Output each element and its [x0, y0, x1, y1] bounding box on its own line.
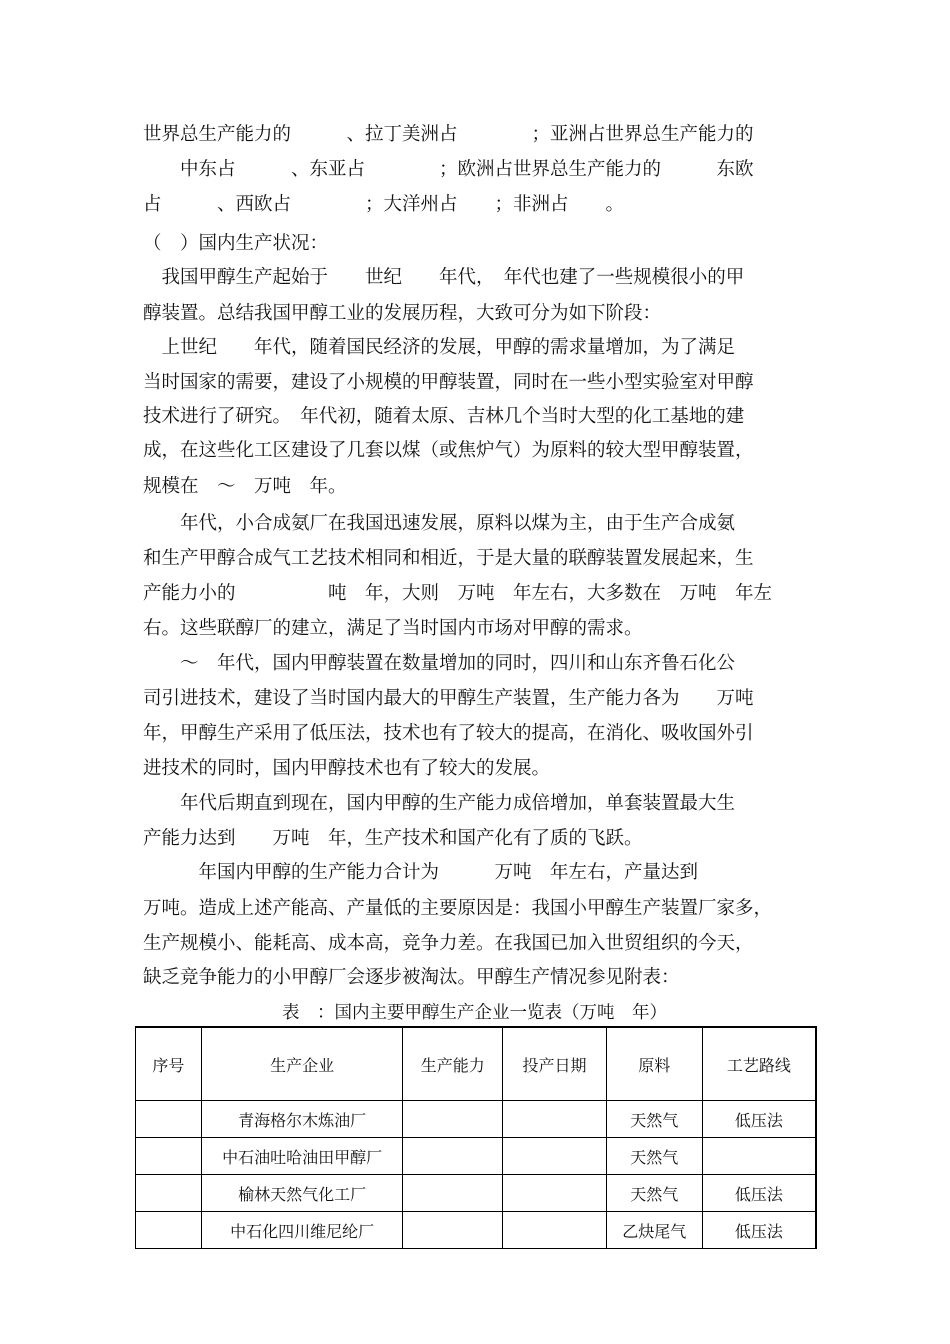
header-cell: 原料 — [606, 1027, 702, 1101]
table-cell: 天然气 — [606, 1175, 702, 1212]
paragraph-line: 规模在 ～ 万吨 年。 — [143, 476, 347, 497]
paragraph-line: 年代，小合成氨厂在我国迅速发展，原料以煤为主，由于生产合成氨 — [143, 513, 736, 534]
table-cell: 低压法 — [702, 1175, 816, 1212]
table-cell: 天然气 — [606, 1138, 702, 1175]
table-cell — [403, 1138, 503, 1175]
table-cell: 乙炔尾气 — [606, 1212, 702, 1249]
table-cell — [403, 1101, 503, 1138]
paragraph-line: 占 、西欧占 ；大洋州占 ；非洲占 。 — [143, 194, 625, 215]
table-caption: 表 ：国内主要甲醇生产企业一览表（万吨 年） — [282, 1003, 667, 1023]
paragraph-line: 进技术的同时，国内甲醇技术也有了较大的发展。 — [143, 758, 551, 779]
paragraph-line: 上世纪 年代，随着国民经济的发展，甲醇的需求量增加，为了满足 — [143, 337, 736, 358]
table-cell — [136, 1101, 202, 1138]
table-row — [136, 1212, 817, 1249]
section-heading: （ ）国内生产状况： — [143, 233, 329, 254]
table-cell: 低压法 — [702, 1101, 816, 1138]
paragraph-line: 醇装置。总结我国甲醇工业的发展历程，大致可分为如下阶段： — [143, 303, 662, 324]
table-cell: 天然气 — [606, 1101, 702, 1138]
paragraph-line: 右。这些联醇厂的建立，满足了当时国内市场对甲醇的需求。 — [143, 618, 643, 639]
table-cell: 中石油吐哈油田甲醇厂 — [201, 1138, 403, 1175]
paragraph-line: 年代后期直到现在，国内甲醇的生产能力成倍增加，单套装置最大生 — [143, 793, 736, 814]
table-cell — [403, 1212, 503, 1249]
header-cell: 序号 — [136, 1027, 202, 1101]
paragraph-line: 万吨。造成上述产能高、产量低的主要原因是：我国小甲醇生产装置厂家多， — [143, 898, 773, 919]
producer-table — [135, 1026, 817, 1249]
table-cell — [136, 1212, 202, 1249]
paragraph-line: 我国甲醇生产起始于 世纪 年代， 年代也建了一些规模很小的甲 — [143, 267, 745, 288]
table-cell — [503, 1212, 607, 1249]
paragraph-line: 世界总生产能力的 、拉丁美洲占 ；亚洲占世界总生产能力的 — [143, 124, 754, 145]
table-cell — [136, 1138, 202, 1175]
table-cell — [503, 1175, 607, 1212]
table-row — [136, 1101, 817, 1138]
table-row — [136, 1138, 817, 1175]
paragraph-line: 生产规模小、能耗高、成本高，竞争力差。在我国已加入世贸组织的今天， — [143, 933, 754, 954]
paragraph-line: 年国内甲醇的生产能力合计为 万吨 年左右，产量达到 — [143, 862, 699, 883]
table-cell — [403, 1175, 503, 1212]
header-cell: 生产企业 — [201, 1027, 403, 1101]
table-cell: 榆林天然气化工厂 — [201, 1175, 403, 1212]
table-row — [136, 1175, 817, 1212]
paragraph-line: 中东占 、东亚占 ；欧洲占世界总生产能力的 东欧 — [143, 159, 754, 180]
table-cell: 青海格尔木炼油厂 — [201, 1101, 403, 1138]
paragraph-line: 成，在这些化工区建设了几套以煤（或焦炉气）为原料的较大型甲醇装置， — [143, 440, 754, 461]
table-header-row — [136, 1027, 817, 1101]
paragraph-line: 产能力达到 万吨 年，生产技术和国产化有了质的飞跃。 — [143, 828, 643, 849]
header-cell: 工艺路线 — [702, 1027, 816, 1101]
table-cell: 低压法 — [702, 1212, 816, 1249]
table-cell — [503, 1101, 607, 1138]
table-cell — [702, 1138, 816, 1175]
table-cell — [136, 1175, 202, 1212]
paragraph-line: 技术进行了研究。 年代初，随着太原、吉林几个当时大型的化工基地的建 — [143, 406, 745, 427]
paragraph-line: 司引进技术，建设了当时国内最大的甲醇生产装置，生产能力各为 万吨 — [143, 688, 754, 709]
header-cell: 投产日期 — [503, 1027, 607, 1101]
paragraph-line: 产能力小的 吨 年，大则 万吨 年左右，大多数在 万吨 年左 — [143, 583, 773, 604]
paragraph-line: 年，甲醇生产采用了低压法，技术也有了较大的提高，在消化、吸收国外引 — [143, 723, 754, 744]
table-cell — [503, 1138, 607, 1175]
paragraph-line: 和生产甲醇合成气工艺技术相同和相近，于是大量的联醇装置发展起来，生 — [143, 548, 754, 569]
paragraph-line: 缺乏竞争能力的小甲醇厂会逐步被淘汰。甲醇生产情况参见附表： — [143, 967, 680, 988]
paragraph-line: ～ 年代，国内甲醇装置在数量增加的同时，四川和山东齐鲁石化公 — [143, 653, 736, 674]
paragraph-line: 当时国家的需要，建设了小规模的甲醇装置，同时在一些小型实验室对甲醇 — [143, 372, 754, 393]
header-cell: 生产能力 — [403, 1027, 503, 1101]
table-cell: 中石化四川维尼纶厂 — [201, 1212, 403, 1249]
